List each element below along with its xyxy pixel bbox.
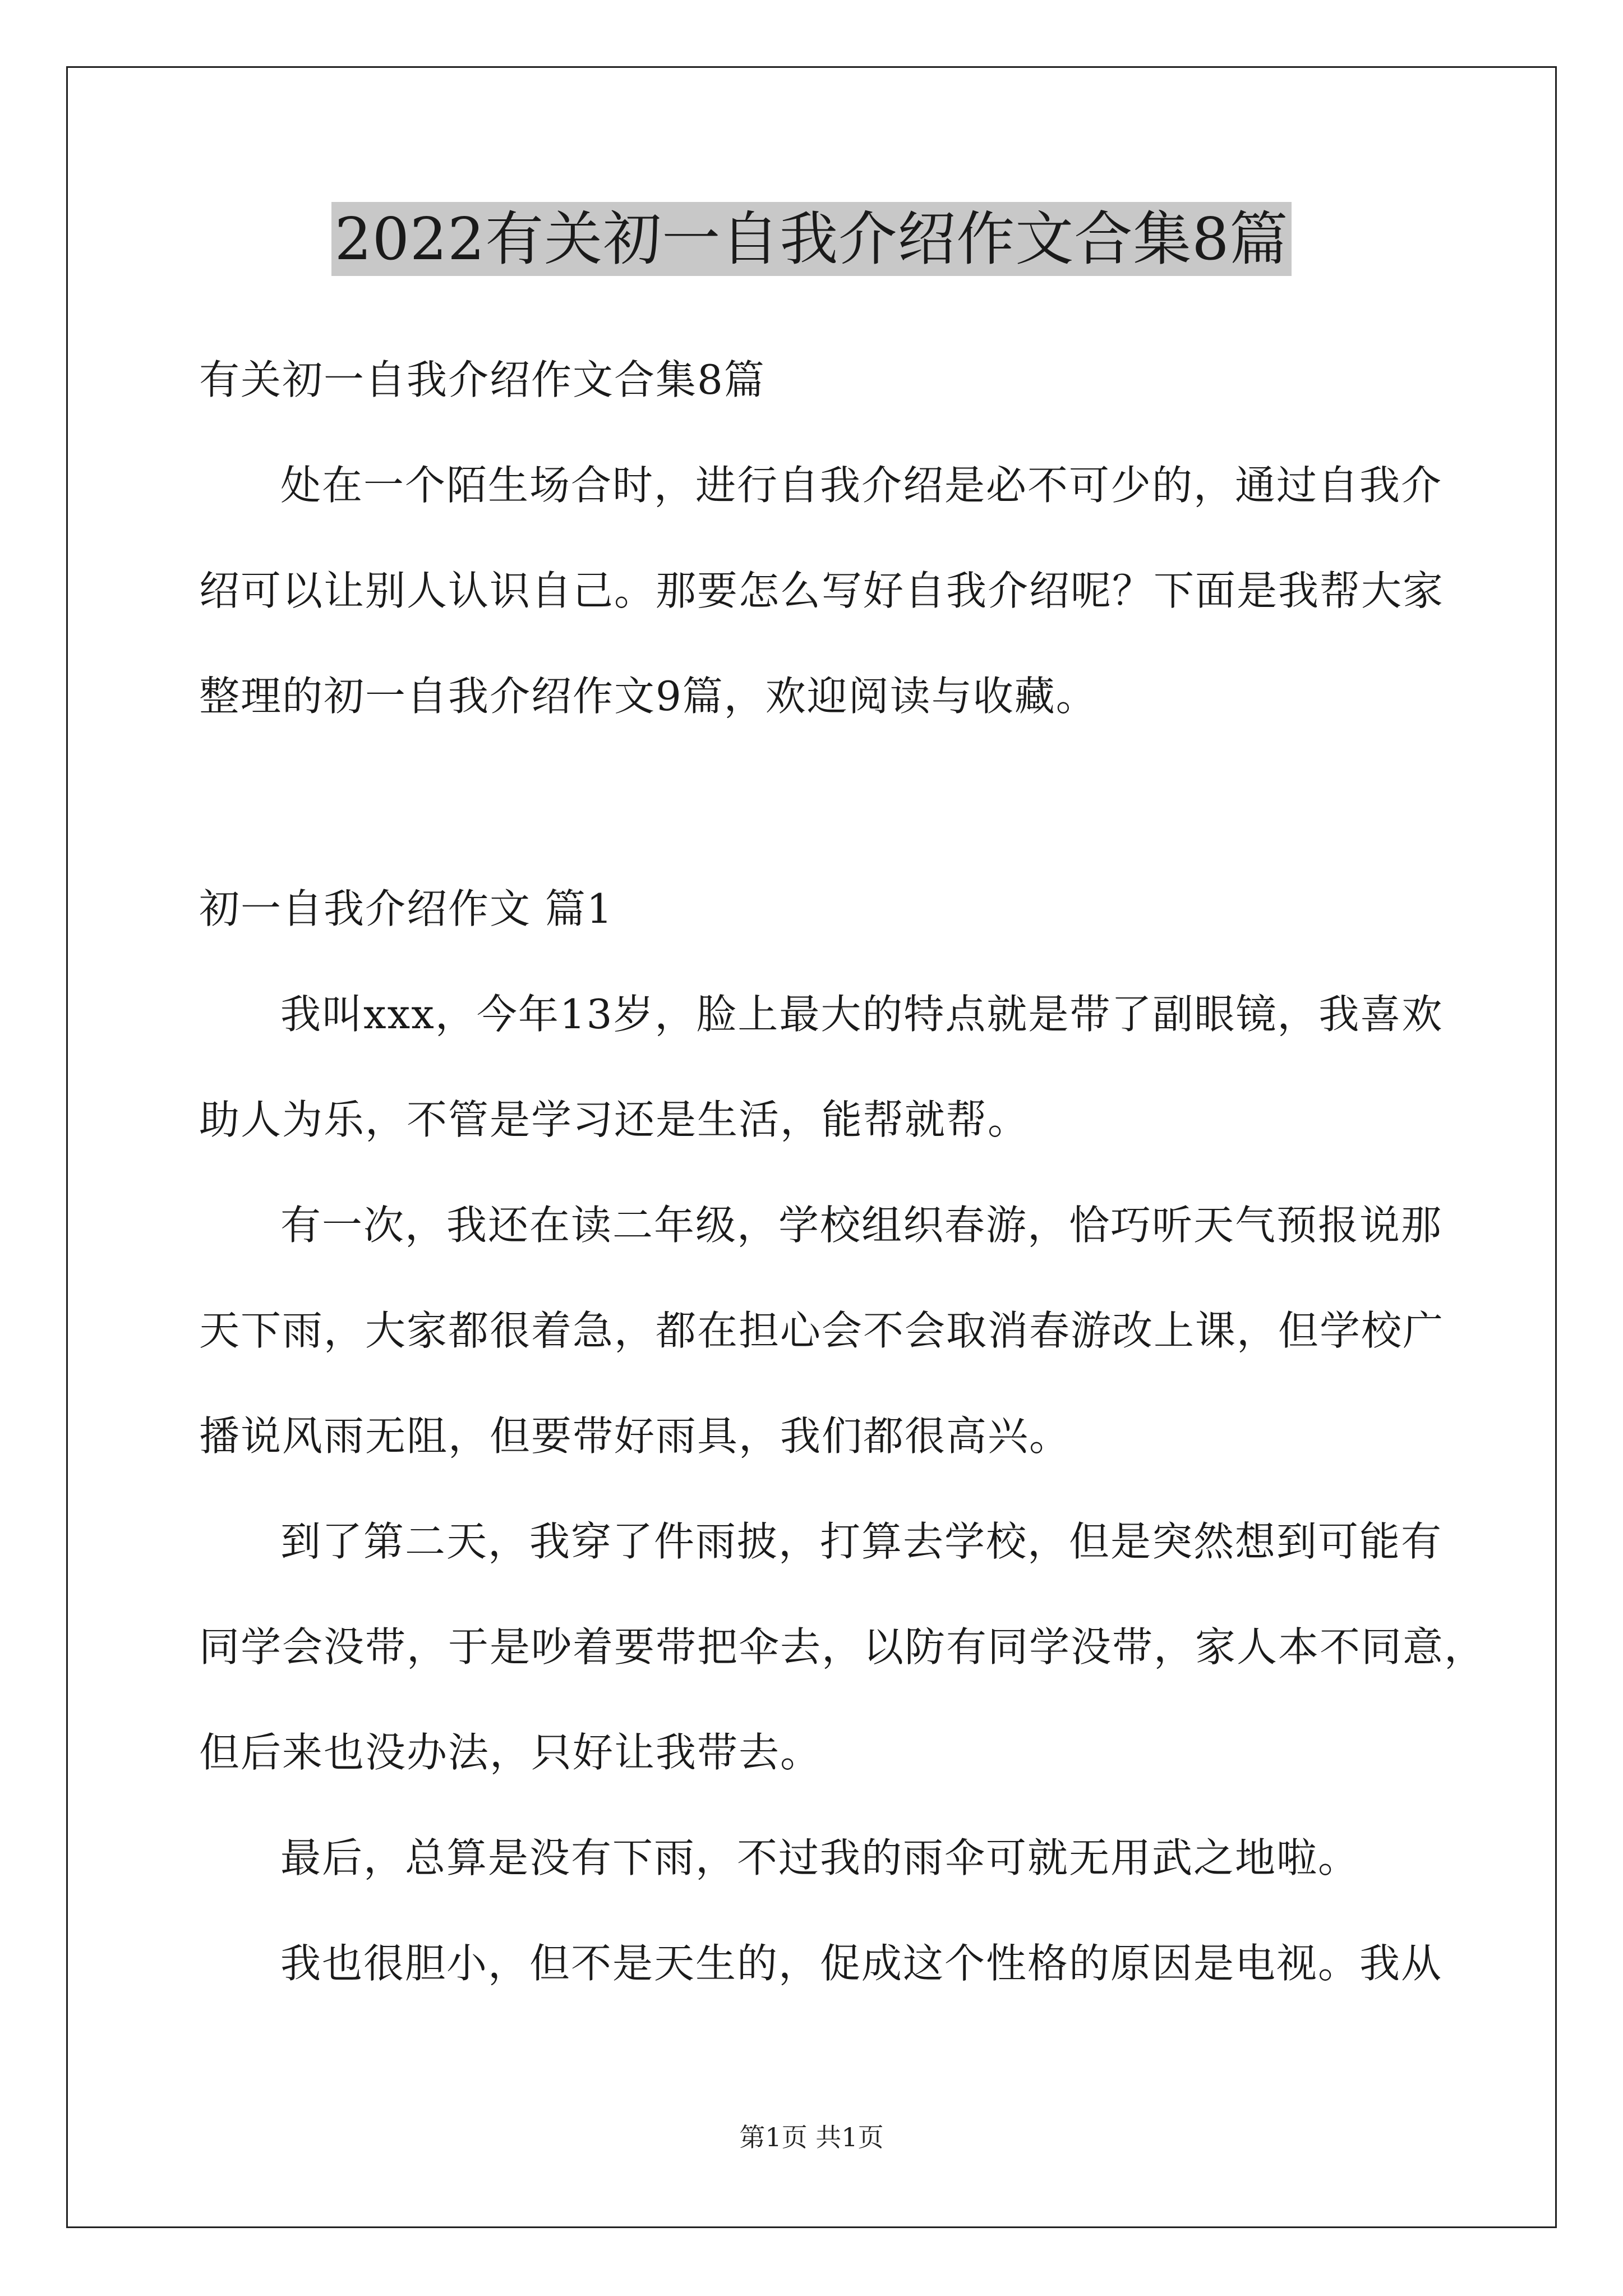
body-line-2: 助人为乐，不管是学习还是生活，能帮就帮。 — [199, 1096, 1030, 1143]
section-heading: 初一自我介绍作文 篇1 — [199, 885, 614, 932]
body-line-6: 到了第二天，我穿了件雨披，打算去学校，但是突然想到可能有 — [280, 1518, 1443, 1565]
body-line-7: 同学会没带，于是吵着要带把伞去，以防有同学没带，家人本不同意， — [199, 1623, 1486, 1671]
body-line-3: 有一次，我还在读二年级，学校组织春游，恰巧听天气预报说那 — [280, 1202, 1443, 1249]
intro-line-1: 处在一个陌生场合时，进行自我介绍是必不可少的，通过自我介 — [280, 462, 1443, 509]
body-line-8: 但后来也没办法，只好让我带去。 — [199, 1729, 822, 1776]
body-line-10: 我也很胆小，但不是天生的，促成这个性格的原因是电视。我从 — [280, 1940, 1443, 1987]
page-footer: 第1页 共1页 — [739, 2122, 884, 2152]
intro-line-3: 整理的初一自我介绍作文9篇，欢迎阅读与收藏。 — [199, 673, 1098, 720]
body-line-1: 我叫xxx，今年13岁，脸上最大的特点就是带了副眼镜，我喜欢 — [280, 991, 1444, 1038]
document-title: 2022有关初一自我介绍作文合集8篇 — [331, 202, 1292, 276]
title-container — [0, 202, 1623, 276]
intro-line-2: 绍可以让别人认识自己。那要怎么写好自我介绍呢？下面是我帮大家 — [199, 567, 1445, 614]
body-line-9: 最后，总算是没有下雨，不过我的雨伞可就无用武之地啦。 — [280, 1834, 1360, 1881]
document-subtitle: 有关初一自我介绍作文合集8篇 — [199, 356, 766, 403]
body-line-5: 播说风雨无阻，但要带好雨具，我们都很高兴。 — [199, 1412, 1071, 1460]
body-line-4: 天下雨，大家都很着急，都在担心会不会取消春游改上课，但学校广 — [199, 1307, 1445, 1354]
